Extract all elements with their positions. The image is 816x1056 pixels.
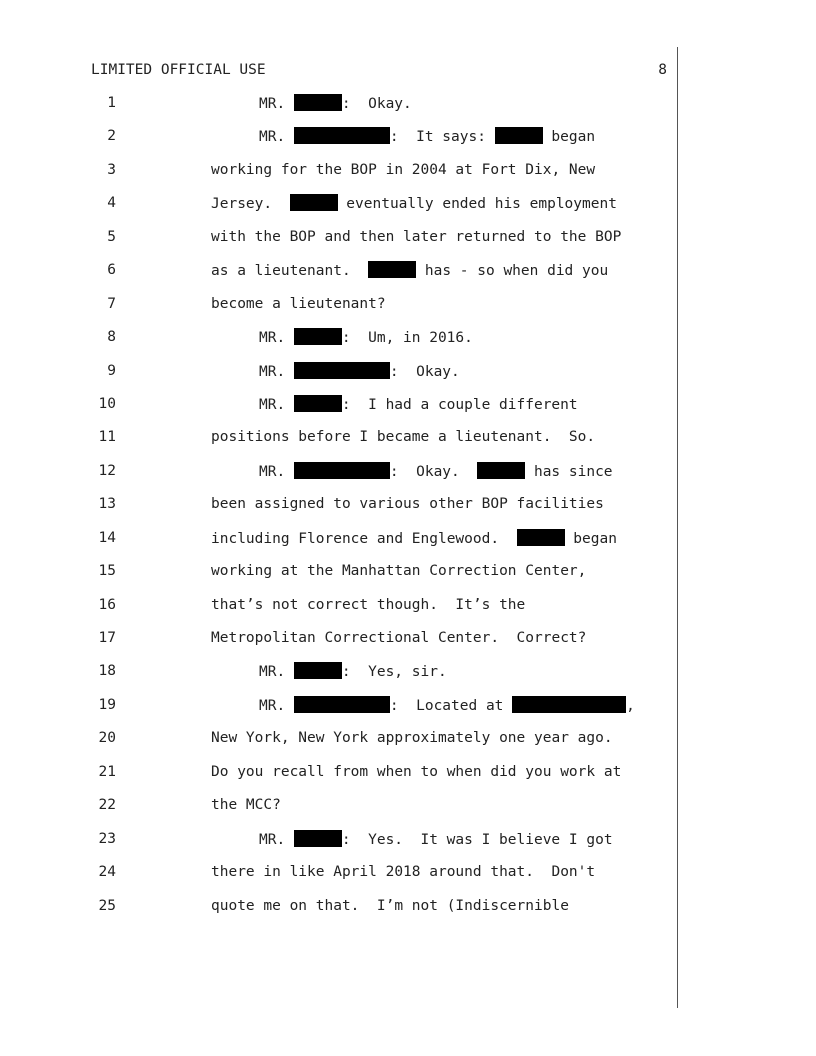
line-text: there in like April 2018 around that. Don't: [211, 864, 596, 881]
transcript-line: [0, 362, 816, 395]
transcript-line: [0, 194, 816, 227]
redaction-box: [512, 696, 626, 713]
line-number: 15: [98, 563, 116, 580]
line-number: 10: [98, 395, 116, 412]
line-text: been assigned to various other BOP facilities: [211, 496, 604, 513]
redaction-box: [294, 696, 390, 713]
line-text: working for the BOP in 2004 at Fort Dix, New: [211, 161, 596, 178]
transcript-line: [0, 562, 816, 595]
line-number: 1: [107, 95, 116, 111]
redaction-box: [517, 529, 565, 546]
line-number: 13: [98, 496, 116, 513]
line-text: Do you recall from when to when did you work at: [211, 763, 622, 780]
transcript-line: [0, 328, 816, 361]
redaction-box: [290, 194, 338, 211]
line-number: 6: [107, 262, 116, 279]
line-text: MR. : Yes. It was I believe I got: [259, 831, 613, 848]
line-text: positions before I became a lieutenant. So.: [211, 429, 596, 446]
line-number: 20: [98, 730, 116, 747]
transcript-line: [0, 428, 816, 461]
line-text: MR. : I had a couple different: [259, 396, 578, 413]
line-number: 4: [107, 195, 116, 212]
transcript-line: [0, 261, 816, 294]
transcript-line: [0, 629, 816, 662]
transcript-line: [0, 395, 816, 428]
redaction-box: [294, 462, 390, 479]
line-number: 19: [98, 696, 116, 713]
transcript-line: [0, 830, 816, 863]
transcript-line: [0, 763, 816, 796]
line-text: MR. : It says: began: [259, 129, 596, 146]
line-number: 12: [98, 462, 116, 479]
line-number: 21: [98, 763, 116, 780]
classification-label: LIMITED OFFICIAL USE: [91, 62, 266, 78]
redaction-box: [294, 662, 342, 679]
line-text: MR. : Yes, sir.: [259, 664, 447, 681]
redaction-box: [477, 462, 525, 479]
redaction-box: [495, 127, 543, 144]
redaction-box: [294, 830, 342, 847]
line-text: quote me on that. I’m not (Indiscernible: [211, 897, 569, 914]
line-text: MR. : Located at ,: [259, 697, 635, 714]
redaction-box: [294, 94, 342, 111]
line-number: 9: [107, 362, 116, 379]
line-text: Metropolitan Correctional Center. Correct?: [211, 630, 587, 646]
line-number: 3: [107, 161, 116, 178]
line-number: 14: [98, 529, 116, 546]
line-number: 22: [98, 797, 116, 814]
transcript-line: [0, 462, 816, 495]
transcript-line: [0, 228, 816, 261]
line-number: 5: [107, 228, 116, 245]
line-text: MR. : Okay.: [259, 96, 412, 112]
line-text: including Florence and Englewood. began: [211, 530, 617, 547]
line-text: the MCC?: [211, 797, 281, 814]
transcript-line: [0, 796, 816, 829]
line-text: become a lieutenant?: [211, 295, 386, 312]
transcript-line: [0, 495, 816, 528]
line-text: with the BOP and then later returned to the BOP: [211, 228, 622, 245]
line-text: working at the Manhattan Correction Center,: [211, 563, 587, 580]
line-number: 24: [98, 864, 116, 881]
line-text: MR. : Um, in 2016.: [259, 330, 473, 347]
line-number: 8: [107, 329, 116, 346]
transcript-line: [0, 863, 816, 896]
line-text: New York, New York approximately one year ago.: [211, 730, 613, 747]
line-number: 16: [98, 596, 116, 613]
transcript-line: [0, 897, 816, 930]
transcript-line: [0, 161, 816, 194]
line-number: 23: [98, 830, 116, 847]
line-number: 25: [98, 897, 116, 914]
redaction-box: [294, 395, 342, 412]
line-number: 18: [98, 663, 116, 680]
line-number: 7: [107, 295, 116, 312]
redaction-box: [294, 362, 390, 379]
page-header: [91, 62, 667, 80]
transcript-line: [0, 127, 816, 160]
transcript-line: [0, 729, 816, 762]
redaction-box: [368, 261, 416, 278]
transcript-line: [0, 295, 816, 328]
page-number: 8: [658, 62, 667, 78]
line-number: 11: [98, 429, 116, 446]
redaction-box: [294, 127, 390, 144]
line-text: Jersey. eventually ended his employment: [211, 196, 617, 213]
transcript-line: [0, 596, 816, 629]
line-number: 2: [107, 128, 116, 145]
line-number: 17: [98, 630, 116, 646]
line-text: that’s not correct though. It’s the: [211, 596, 526, 613]
line-text: MR. : Okay.: [259, 363, 460, 380]
redaction-box: [294, 328, 342, 345]
transcript-line: [0, 529, 816, 562]
transcript-line: [0, 94, 816, 127]
line-text: as a lieutenant. has - so when did you: [211, 263, 609, 280]
line-text: MR. : Okay. has since: [259, 463, 613, 480]
transcript-line: [0, 696, 816, 729]
transcript-body: [0, 94, 816, 930]
transcript-line: [0, 662, 816, 695]
